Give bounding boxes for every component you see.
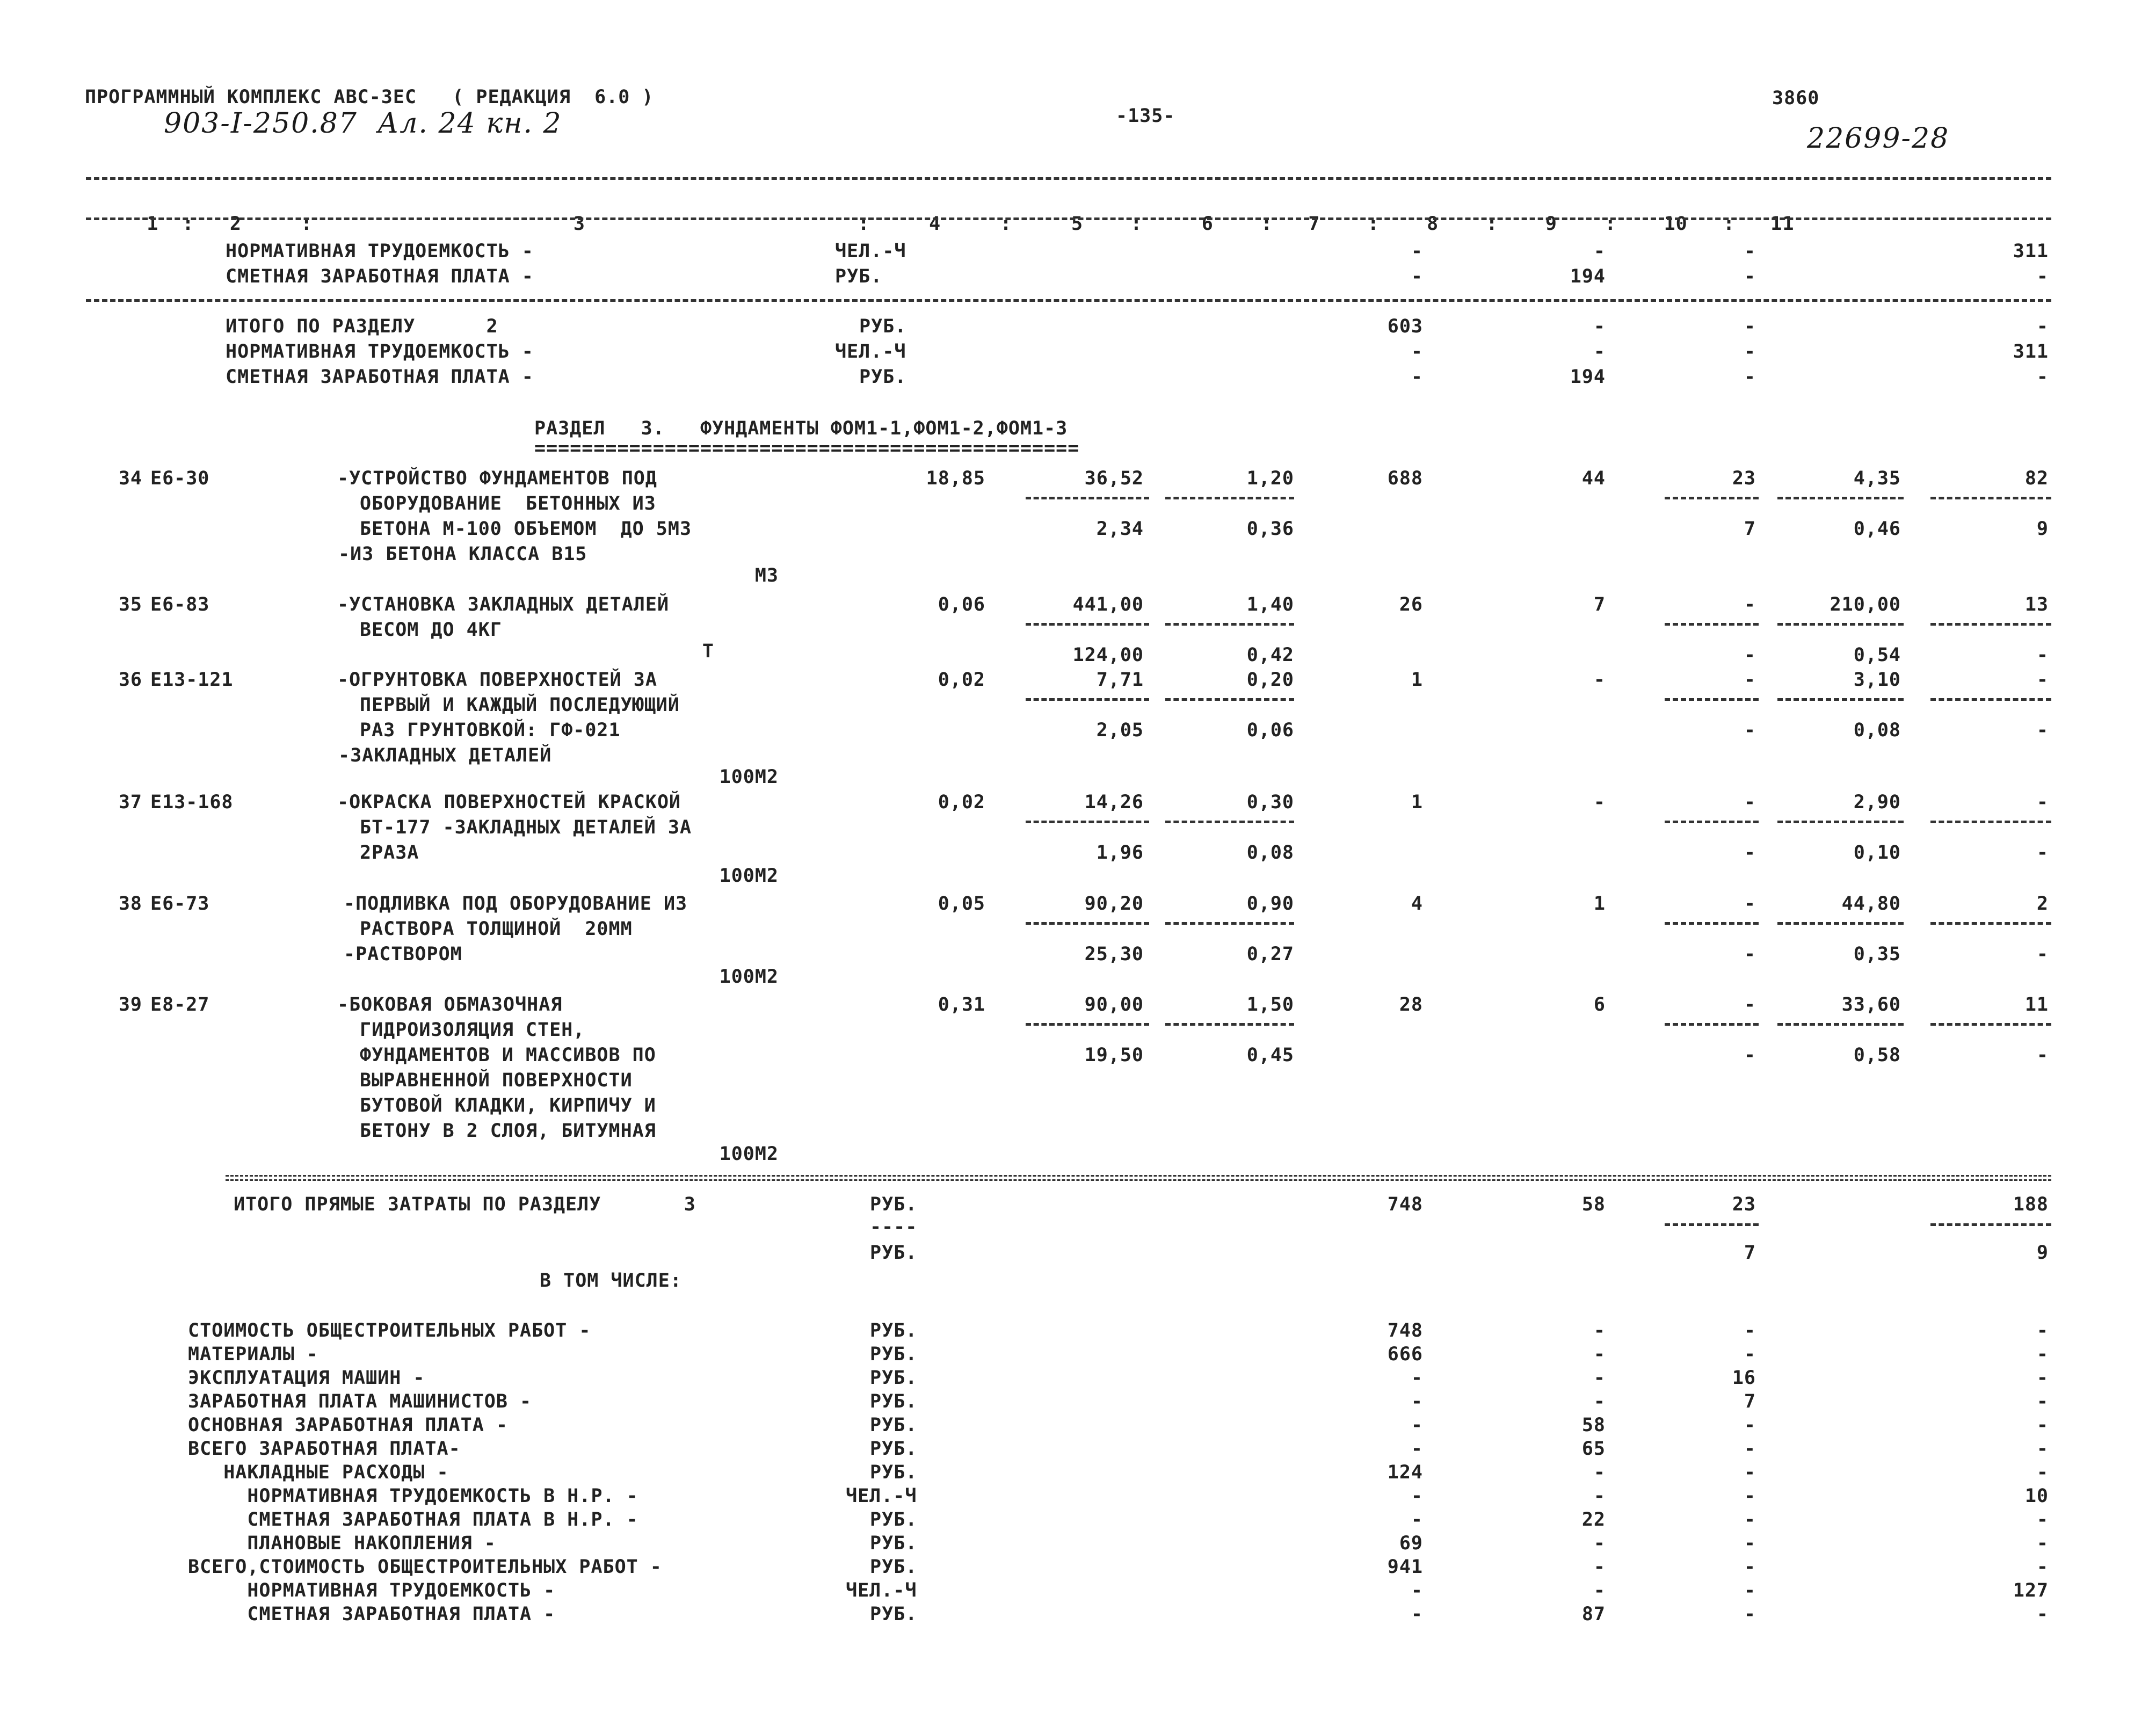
totals-divider	[1665, 623, 1759, 626]
total-wage: -	[1593, 669, 1606, 691]
breakdown-label: СМЕТНАЯ ЗАРАБОТНАЯ ПЛАТА В Н.Р. -	[188, 1509, 638, 1530]
total-machines: -	[1744, 1485, 1756, 1507]
summary-labor: -	[2036, 266, 2049, 287]
total-cost: 748	[1387, 1194, 1423, 1215]
totals-divider	[1930, 698, 2051, 701]
total-wage: 65	[1581, 1438, 1606, 1460]
unit-price-machines: 0,30	[1246, 792, 1294, 813]
item-description: БЕТОНА М-100 ОБЪЕМОМ ДО 5М3	[360, 518, 692, 540]
labor-per-unit: 44,80	[1841, 893, 1901, 915]
unit-price-machines: 0,20	[1246, 669, 1294, 691]
total-cost: 748	[1387, 1320, 1423, 1341]
item-description: РАСТВОРА ТОЛЩИНОЙ 20ММ	[360, 918, 633, 940]
total-labor: 188	[2013, 1194, 2049, 1215]
total-machines-wage: 7	[1744, 518, 1756, 540]
total-wage: -	[1593, 1556, 1606, 1578]
breakdown-unit: РУБ.	[870, 1556, 918, 1578]
total-cost: 688	[1387, 468, 1423, 489]
price-divider	[1026, 623, 1149, 626]
total-machines: -	[1744, 1320, 1756, 1341]
unit-price-machines-wage: 0,27	[1246, 944, 1294, 965]
item-number: 35	[118, 594, 142, 615]
unit-price-machines-wage: 0,45	[1246, 1044, 1294, 1066]
total-cost: 1	[1411, 669, 1423, 691]
total-wage: -	[1593, 341, 1606, 362]
total-wage: -	[1593, 1391, 1606, 1412]
breakdown-unit: РУБ.	[870, 1462, 918, 1483]
total-cost: -	[1411, 366, 1423, 388]
breakdown-unit: РУБ.	[870, 1414, 918, 1436]
total-machines: -	[1744, 994, 1756, 1015]
price-divider	[1165, 922, 1294, 925]
summary-wage: -	[1593, 241, 1606, 262]
unit-price-wage: 2,34	[1096, 518, 1144, 540]
total-cost: 1	[1411, 792, 1423, 813]
item-quantity: 0,02	[938, 669, 985, 691]
including-label: В ТОМ ЧИСЛЕ:	[540, 1270, 682, 1292]
summary-unit: ЧЕЛ.-Ч	[835, 241, 906, 262]
total-labor: 127	[2013, 1580, 2049, 1601]
total-cost: -	[1411, 1485, 1423, 1507]
total-labor: -	[2036, 1462, 2049, 1483]
breakdown-label: МАТЕРИАЛЫ -	[188, 1344, 318, 1365]
total-wage: -	[1593, 1367, 1606, 1389]
item-description: -УСТАНОВКА ЗАКЛАДНЫХ ДЕТАЛЕЙ	[337, 594, 670, 615]
labor-per-unit-machines: 0,08	[1853, 720, 1901, 741]
unit-price-machines: 1,40	[1246, 594, 1294, 615]
labor-per-unit: 210,00	[1830, 594, 1901, 615]
summary-label: НОРМАТИВНАЯ ТРУДОЕМКОСТЬ -	[226, 241, 534, 262]
totals-divider	[1665, 1023, 1759, 1026]
total-cost: 666	[1387, 1344, 1423, 1365]
total-wage: 194	[1570, 366, 1606, 388]
unit-price-machines-wage: 0,08	[1246, 842, 1294, 864]
total-wage: -	[1593, 1580, 1606, 1601]
total-unit: ЧЕЛ.-Ч	[835, 341, 906, 362]
item-number: 39	[118, 994, 142, 1015]
unit-price-machines-wage: 0,36	[1246, 518, 1294, 540]
item-number: 38	[118, 893, 142, 915]
total-labor: 311	[2013, 341, 2049, 362]
total-machines: -	[1744, 366, 1756, 388]
labor-per-unit-machines: 0,10	[1853, 842, 1901, 864]
totals-divider	[1777, 623, 1904, 626]
total-cost: -	[1411, 1509, 1423, 1530]
total-labor: 13	[2024, 594, 2049, 615]
breakdown-unit: РУБ.	[870, 1344, 918, 1365]
section-title-underline: ==============================================	[534, 438, 1080, 459]
total-cost: 124	[1387, 1462, 1423, 1483]
total-machines: -	[1744, 594, 1756, 615]
item-quantity: 0,02	[938, 792, 985, 813]
breakdown-label: СМЕТНАЯ ЗАРАБОТНАЯ ПЛАТА -	[188, 1604, 556, 1625]
item-description: ВЫРАВНЕННОЙ ПОВЕРХНОСТИ	[360, 1070, 633, 1091]
total-machines: 23	[1732, 468, 1756, 489]
total-wage: 58	[1581, 1194, 1606, 1215]
breakdown-label: НАКЛАДНЫЕ РАСХОДЫ -	[188, 1462, 449, 1483]
total-wage: -	[1593, 316, 1606, 337]
total-wage: -	[1593, 1533, 1606, 1554]
total-machines: 23	[1732, 1194, 1756, 1215]
item-description: ПЕРВЫЙ И КАЖДЫЙ ПОСЛЕДУЮЩИЙ	[360, 694, 680, 716]
labor-per-unit: 3,10	[1853, 669, 1901, 691]
summary-machines: -	[1744, 241, 1756, 262]
totals-divider	[1665, 821, 1759, 823]
total-machines: -	[1744, 792, 1756, 813]
total-label: СМЕТНАЯ ЗАРАБОТНАЯ ПЛАТА -	[226, 366, 534, 388]
item-number: 34	[118, 468, 142, 489]
total-cost: 4	[1411, 893, 1423, 915]
totals-divider	[1665, 1223, 1759, 1226]
labor-per-unit: 2,90	[1853, 792, 1901, 813]
page-number: -135-	[1116, 105, 1175, 127]
price-divider	[1026, 1023, 1149, 1026]
price-divider	[1165, 821, 1294, 823]
summary-machines: -	[1744, 266, 1756, 287]
summary-cost: -	[1411, 241, 1423, 262]
price-divider	[1165, 497, 1294, 499]
total-machines-wage: -	[1744, 944, 1756, 965]
item-description: БЕТОНУ В 2 СЛОЯ, БИТУМНАЯ	[360, 1120, 656, 1142]
total-labor: 11	[2024, 994, 2049, 1015]
totals-divider	[1930, 821, 2051, 823]
item-description: -РАСТВОРОМ	[344, 944, 462, 965]
item-description: БТ-177 -ЗАКЛАДНЫХ ДЕТАЛЕЙ ЗА	[360, 817, 692, 838]
summary-rule	[86, 299, 2051, 302]
total-unit: РУБ.	[859, 366, 907, 388]
total-labor-machines: -	[2036, 1044, 2049, 1066]
total-machines: -	[1744, 1509, 1756, 1530]
totals-divider	[1930, 623, 2051, 626]
totals-divider	[1777, 497, 1904, 499]
labor-per-unit-machines: 0,35	[1853, 944, 1901, 965]
total-wage: 7	[1593, 594, 1606, 615]
summary-wage: 194	[1570, 266, 1606, 287]
total-machines: -	[1744, 1462, 1756, 1483]
total-machines: -	[1744, 1580, 1756, 1601]
breakdown-unit: ЧЕЛ.-Ч	[846, 1485, 917, 1507]
total-machines: -	[1744, 1533, 1756, 1554]
total-wage: -	[1593, 1344, 1606, 1365]
totals-divider	[1777, 698, 1904, 701]
totals-divider	[1665, 497, 1759, 499]
handwritten-code: 22699-28	[1807, 122, 1950, 155]
breakdown-label: ВСЕГО ЗАРАБОТНАЯ ПЛАТА-	[188, 1438, 461, 1460]
item-description: -БОКОВАЯ ОБМАЗОЧНАЯ	[337, 994, 563, 1015]
item-code: Е13-168	[150, 792, 234, 813]
total-machines: 16	[1732, 1367, 1756, 1389]
total-machines: -	[1744, 341, 1756, 362]
item-description: -ОКРАСКА ПОВЕРХНОСТЕЙ КРАСКОЙ	[337, 792, 681, 813]
total-labor: -	[2036, 1438, 2049, 1460]
breakdown-label: ОСНОВНАЯ ЗАРАБОТНАЯ ПЛАТА -	[188, 1414, 508, 1436]
direct-total-unit: РУБ.	[870, 1194, 918, 1215]
item-quantity: 18,85	[926, 468, 985, 489]
total-labor-machines: -	[2036, 720, 2049, 741]
total-labor: -	[2036, 1320, 2049, 1341]
item-description: ОБОРУДОВАНИЕ БЕТОННЫХ ИЗ	[360, 493, 656, 514]
total-machines: -	[1744, 1344, 1756, 1365]
labor-per-unit-machines: 0,54	[1853, 644, 1901, 666]
section-title: РАЗДЕЛ 3. ФУНДАМЕНТЫ ФОМ1-1,ФОМ1-2,ФОМ1-3	[534, 418, 1068, 439]
total-labor: -	[2036, 1509, 2049, 1530]
unit-price-machines: 1,50	[1246, 994, 1294, 1015]
item-code: Е6-30	[150, 468, 210, 489]
unit-price-machines: 0,90	[1246, 893, 1294, 915]
total-labor-machines: 9	[2036, 518, 2049, 540]
item-code: Е8-27	[150, 994, 210, 1015]
total-cost: 941	[1387, 1556, 1423, 1578]
price-divider	[1165, 1023, 1294, 1026]
total-labor: -	[2036, 1556, 2049, 1578]
total-labor: -	[2036, 669, 2049, 691]
unit-price-machines: 1,20	[1246, 468, 1294, 489]
price-divider	[1165, 698, 1294, 701]
item-unit: 100М2	[719, 1143, 779, 1165]
price-divider	[1026, 922, 1149, 925]
total-machines: 7	[1744, 1391, 1756, 1412]
unit-price: 90,20	[1084, 893, 1144, 915]
total-machines: -	[1744, 316, 1756, 337]
breakdown-unit: РУБ.	[870, 1604, 918, 1625]
totals-divider	[1777, 821, 1904, 823]
total-cost: 28	[1399, 994, 1423, 1015]
item-description: -ОГРУНТОВКА ПОВЕРХНОСТЕЙ ЗА	[337, 669, 657, 691]
unit-price-machines-wage: 0,06	[1246, 720, 1294, 741]
unit-price-wage: 1,96	[1096, 842, 1144, 864]
total-cost: -	[1411, 1438, 1423, 1460]
total-wage: 6	[1593, 994, 1606, 1015]
labor-per-unit-machines: 0,58	[1853, 1044, 1901, 1066]
total-labor: 82	[2024, 468, 2049, 489]
price-divider	[1165, 623, 1294, 626]
total-cost: -	[1411, 1414, 1423, 1436]
total-machines-wage: 7	[1744, 1242, 1756, 1264]
breakdown-label: НОРМАТИВНАЯ ТРУДОЕМКОСТЬ -	[188, 1580, 556, 1601]
total-machines-wage: -	[1744, 1044, 1756, 1066]
handwritten-reference: 903-I-250.87 Ал. 24 кн. 2	[164, 107, 562, 140]
total-machines-wage: -	[1744, 644, 1756, 666]
item-quantity: 0,06	[938, 594, 985, 615]
breakdown-unit: РУБ.	[870, 1509, 918, 1530]
total-labor: -	[2036, 1344, 2049, 1365]
total-machines: -	[1744, 1556, 1756, 1578]
total-wage: 1	[1593, 893, 1606, 915]
total-wage: -	[1593, 1485, 1606, 1507]
top-rule	[86, 177, 2051, 180]
total-machines: -	[1744, 669, 1756, 691]
breakdown-label: НОРМАТИВНАЯ ТРУДОЕМКОСТЬ В Н.Р. -	[188, 1485, 638, 1507]
unit-price: 36,52	[1084, 468, 1144, 489]
total-labor: -	[2036, 316, 2049, 337]
total-labor-machines: -	[2036, 944, 2049, 965]
total-wage: 22	[1581, 1509, 1606, 1530]
total-cost: 603	[1387, 316, 1423, 337]
labor-per-unit: 4,35	[1853, 468, 1901, 489]
total-machines: -	[1744, 893, 1756, 915]
item-description: БУТОВОЙ КЛАДКИ, КИРПИЧУ И	[360, 1095, 656, 1116]
breakdown-unit: РУБ.	[870, 1391, 918, 1412]
unit-price-machines-wage: 0,42	[1246, 644, 1294, 666]
price-divider	[1026, 821, 1149, 823]
item-unit: 100М2	[719, 966, 779, 988]
column-number-row: 1 : 2 : 3 : 4 : 5 : 6 : 7 : 8 : 9 : 10 : 11	[147, 213, 1795, 235]
item-quantity: 0,05	[938, 893, 985, 915]
unit-price: 90,00	[1084, 994, 1144, 1015]
totals-divider	[1777, 1023, 1904, 1026]
unit-price: 7,71	[1096, 669, 1144, 691]
totals-divider	[1930, 497, 2051, 499]
item-quantity: 0,31	[938, 994, 985, 1015]
total-machines-wage: -	[1744, 720, 1756, 741]
total-labor-machines: 9	[2036, 1242, 2049, 1264]
direct-total-unit-dash: ----	[870, 1216, 918, 1238]
item-code: Е13-121	[150, 669, 234, 691]
item-description: -УСТРОЙСТВО ФУНДАМЕНТОВ ПОД	[337, 468, 657, 489]
total-cost: -	[1411, 1391, 1423, 1412]
direct-total-label: ИТОГО ПРЯМЫЕ ЗАТРАТЫ ПО РАЗДЕЛУ 3	[234, 1194, 696, 1215]
total-labor: 2	[2036, 893, 2049, 915]
breakdown-label: СТОИМОСТЬ ОБЩЕСТРОИТЕЛЬНЫХ РАБОТ -	[188, 1320, 591, 1341]
total-labor: -	[2036, 1391, 2049, 1412]
total-cost: 69	[1399, 1533, 1423, 1554]
breakdown-label: ВСЕГО,СТОИМОСТЬ ОБЩЕСТРОИТЕЛЬНЫХ РАБОТ -	[188, 1556, 662, 1578]
totals-divider	[1665, 922, 1759, 925]
total-unit: РУБ.	[859, 316, 907, 337]
program-header: ПРОГРАММНЫЙ КОМПЛЕКС АВС-3ЕС ( РЕДАКЦИЯ 6.0 )	[85, 86, 654, 108]
total-cost: -	[1411, 1580, 1423, 1601]
unit-price-wage: 2,05	[1096, 720, 1144, 741]
item-description: РАЗ ГРУНТОВКОЙ: ГФ-021	[360, 720, 621, 741]
total-cost: -	[1411, 1367, 1423, 1389]
totals-divider	[1930, 922, 2051, 925]
total-label: ИТОГО ПО РАЗДЕЛУ 2	[226, 316, 498, 337]
total-labor-machines: -	[2036, 644, 2049, 666]
total-labor: -	[2036, 1604, 2049, 1625]
total-cost: -	[1411, 341, 1423, 362]
summary-label: СМЕТНАЯ ЗАРАБОТНАЯ ПЛАТА -	[226, 266, 534, 287]
item-description: ВЕСОМ ДО 4КГ	[360, 619, 502, 641]
total-wage: 58	[1581, 1414, 1606, 1436]
item-unit: М3	[754, 565, 779, 586]
breakdown-label: ПЛАНОВЫЕ НАКОПЛЕНИЯ -	[188, 1533, 496, 1554]
total-wage: -	[1593, 1462, 1606, 1483]
price-divider	[1026, 698, 1149, 701]
unit-price: 14,26	[1084, 792, 1144, 813]
item-description: ФУНДАМЕНТОВ И МАССИВОВ ПО	[360, 1044, 656, 1066]
breakdown-label: ЗАРАБОТНАЯ ПЛАТА МАШИНИСТОВ -	[188, 1391, 532, 1412]
section-total-rule	[226, 1175, 2051, 1181]
item-description: -ИЗ БЕТОНА КЛАССА В15	[338, 543, 587, 565]
unit-price-wage: 19,50	[1084, 1044, 1144, 1066]
total-wage: -	[1593, 1320, 1606, 1341]
total-labor: -	[2036, 1414, 2049, 1436]
total-machines: -	[1744, 1604, 1756, 1625]
total-labor: -	[2036, 1533, 2049, 1554]
item-unit: 100М2	[719, 865, 779, 887]
labor-per-unit: 33,60	[1841, 994, 1901, 1015]
total-labor: -	[2036, 366, 2049, 388]
unit-price: 441,00	[1072, 594, 1144, 615]
breakdown-unit: РУБ.	[870, 1367, 918, 1389]
unit-price-wage: 25,30	[1084, 944, 1144, 965]
header-rule	[86, 217, 2051, 220]
document-code: 3860	[1772, 88, 1820, 109]
total-cost: -	[1411, 1604, 1423, 1625]
total-cost: 26	[1399, 594, 1423, 615]
totals-divider	[1930, 1023, 2051, 1026]
total-wage: 87	[1581, 1604, 1606, 1625]
total-wage: 44	[1581, 468, 1606, 489]
item-code: Е6-83	[150, 594, 210, 615]
item-number: 36	[118, 669, 142, 691]
price-divider	[1026, 497, 1149, 499]
totals-divider	[1665, 698, 1759, 701]
summary-unit: РУБ.	[835, 266, 883, 287]
total-labor: -	[2036, 1367, 2049, 1389]
unit-price-wage: 124,00	[1072, 644, 1144, 666]
item-description: -ЗАКЛАДНЫХ ДЕТАЛЕЙ	[338, 745, 552, 766]
total-machines-wage: -	[1744, 842, 1756, 864]
breakdown-unit: РУБ.	[870, 1438, 918, 1460]
item-description: 2РАЗА	[360, 842, 419, 864]
totals-divider	[1930, 1223, 2051, 1226]
total-machines: -	[1744, 1438, 1756, 1460]
item-number: 37	[118, 792, 142, 813]
total-labor: 10	[2024, 1485, 2049, 1507]
total-labor: -	[2036, 792, 2049, 813]
item-description: ГИДРОИЗОЛЯЦИЯ СТЕН,	[360, 1019, 585, 1041]
summary-cost: -	[1411, 266, 1423, 287]
breakdown-unit: ЧЕЛ.-Ч	[846, 1580, 917, 1601]
totals-divider	[1777, 922, 1904, 925]
total-labor-machines: -	[2036, 842, 2049, 864]
item-unit: 100М2	[719, 766, 779, 788]
item-code: Е6-73	[150, 893, 210, 915]
item-unit: Т	[702, 641, 714, 662]
summary-labor: 311	[2013, 241, 2049, 262]
breakdown-unit: РУБ.	[870, 1320, 918, 1341]
breakdown-label: ЭКСПЛУАТАЦИЯ МАШИН -	[188, 1367, 425, 1389]
total-wage: -	[1593, 792, 1606, 813]
direct-total-unit: РУБ.	[870, 1242, 918, 1264]
total-machines: -	[1744, 1414, 1756, 1436]
breakdown-unit: РУБ.	[870, 1533, 918, 1554]
total-label: НОРМАТИВНАЯ ТРУДОЕМКОСТЬ -	[226, 341, 534, 362]
item-description: -ПОДЛИВКА ПОД ОБОРУДОВАНИЕ ИЗ	[344, 893, 688, 915]
labor-per-unit-machines: 0,46	[1853, 518, 1901, 540]
